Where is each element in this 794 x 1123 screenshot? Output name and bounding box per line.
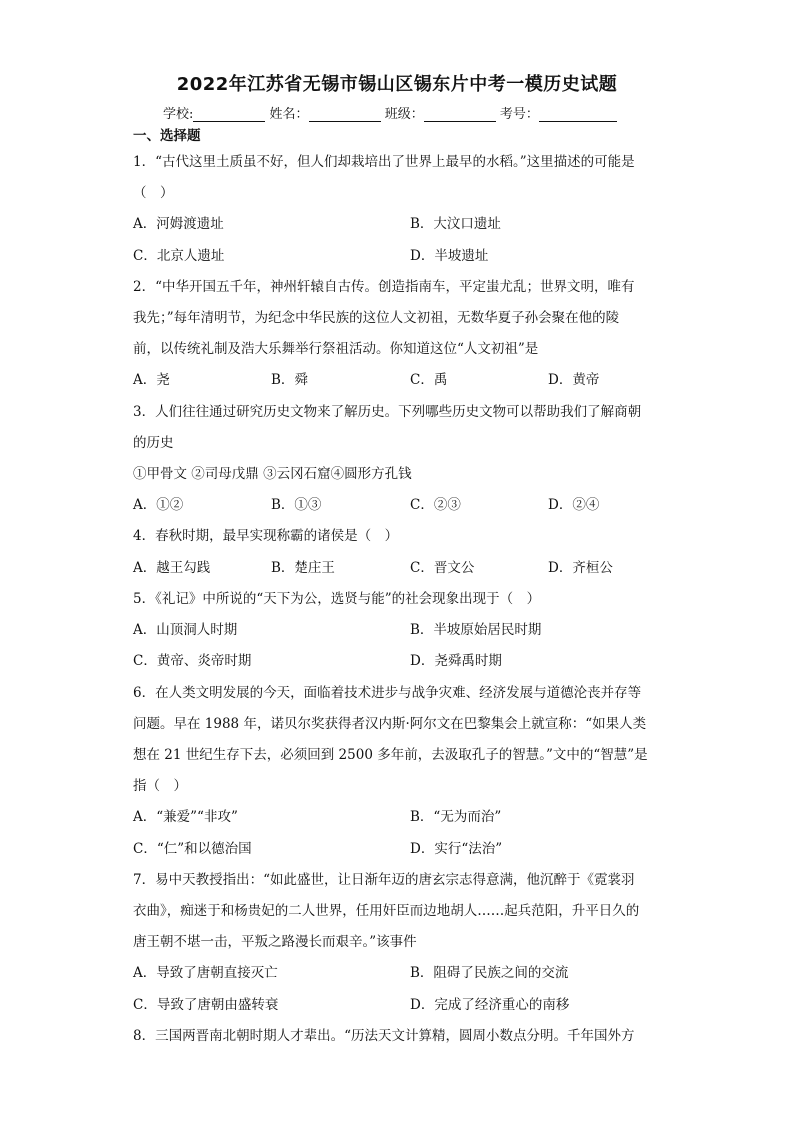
class-blank[interactable] xyxy=(424,107,496,122)
question-3-line-1: 3．人们往往通过研究历史文物来了解历史。下列哪些历史文物可以帮助我们了解商朝 xyxy=(133,404,642,420)
question-6-line-2: 问题。早在 1988 年，诺贝尔奖获得者汉内斯·阿尔文在巴黎集会上就宣称：“如果人类 xyxy=(133,716,647,732)
question-2-line-1: 2．“中华开国五千年，神州轩辕自古传。创造指南车，平定蚩尤乱；世界文明，唯有 xyxy=(133,279,635,295)
q2-option-c: C．禹 xyxy=(410,372,448,388)
q4-option-b: B．楚庄王 xyxy=(271,560,335,576)
school-label: 学校: xyxy=(163,107,194,122)
q1-option-a: A．河姆渡遗址 xyxy=(133,216,224,232)
q5-option-a: A．山顶洞人时期 xyxy=(133,622,238,638)
question-6-line-4: 指（ ） xyxy=(133,778,187,794)
q7-option-b: B．阻碍了民族之间的交流 xyxy=(410,965,569,981)
q4-option-d: D．齐桓公 xyxy=(548,560,613,576)
q6-option-b: B．“无为而治” xyxy=(410,809,502,825)
question-6-line-1: 6．在人类文明发展的今天，面临着技术进步与战争灾难、经济发展与道德沦丧并存等 xyxy=(133,685,642,701)
question-2-line-3: 前，以传统礼制及浩大乐舞举行祭祖活动。你知道这位“人文初祖”是 xyxy=(133,341,539,357)
question-7-line-2: 衣曲》，痴迷于和杨贵妃的二人世界，任用奸臣而边地胡人……起兵范阳，升平日久的 xyxy=(133,903,640,919)
name-label: 姓名： xyxy=(269,107,309,122)
q3-option-d: D．②④ xyxy=(548,497,600,513)
q6-option-a: A．“兼爱”“非攻” xyxy=(133,809,238,825)
q3-option-c: C．②③ xyxy=(410,497,461,513)
q5-option-d: D．尧舜禹时期 xyxy=(410,653,502,669)
question-8-line-1: 8．三国两晋南北朝时期人才辈出。“历法天文计算精，圆周小数点分明。千年国外方 xyxy=(133,1028,635,1044)
question-1-line-2: （ ） xyxy=(133,185,174,201)
exam-number-blank[interactable] xyxy=(539,107,617,122)
q6-option-c: C．“仁”和以德治国 xyxy=(133,841,252,857)
q7-option-c: C．导致了唐朝由盛转衰 xyxy=(133,997,279,1013)
question-3-line-2: 的历史 xyxy=(133,435,174,451)
q1-option-d: D．半坡遗址 xyxy=(410,248,489,264)
question-5-line-1: 5．《礼记》中所说的“天下为公，选贤与能”的社会现象出现于（ ） xyxy=(133,591,541,607)
q1-option-b: B．大汶口遗址 xyxy=(410,216,501,232)
q6-option-d: D．实行“法治” xyxy=(410,841,503,857)
class-label: 班级： xyxy=(384,107,424,122)
section-heading: 一、选择题 xyxy=(133,128,201,144)
q2-option-d: D．黄帝 xyxy=(548,372,600,388)
school-blank[interactable] xyxy=(193,107,265,122)
question-2-line-2: 我先；”每年清明节，为纪念中华民族的这位人文初祖，无数华夏子孙会聚在他的陵 xyxy=(133,310,620,326)
q2-option-b: B．舜 xyxy=(271,372,308,388)
q4-option-a: A．越王勾践 xyxy=(133,560,211,576)
question-7-line-3: 唐王朝不堪一击，平叛之路漫长而艰辛。”该事件 xyxy=(133,934,417,950)
student-info-row xyxy=(163,103,617,122)
question-1-line-1: 1．“古代这里土质虽不好，但人们却栽培出了世界上最早的水稻。”这里描述的可能是 xyxy=(133,154,635,170)
q5-option-c: C．黄帝、炎帝时期 xyxy=(133,653,252,669)
question-6-line-3: 想在 21 世纪生存下去，必须回到 2500 多年前，去汲取孔子的智慧。”文中的“智慧”是 xyxy=(133,747,648,763)
name-blank[interactable] xyxy=(309,107,381,122)
q2-option-a: A．尧 xyxy=(133,372,170,388)
q7-option-d: D．完成了经济重心的南移 xyxy=(410,997,570,1013)
q3-option-a: A．①② xyxy=(133,497,184,513)
q7-option-a: A．导致了唐朝直接灭亡 xyxy=(133,965,278,981)
q1-option-c: C．北京人遗址 xyxy=(133,248,225,264)
q5-option-b: B．半坡原始居民时期 xyxy=(410,622,542,638)
exam-number-label: 考号： xyxy=(499,107,539,122)
exam-title: 2022年江苏省无锡市锡山区锡东片中考一模历史试题 xyxy=(176,74,618,95)
question-4-line-1: 4．春秋时期，最早实现称霸的诸侯是（ ） xyxy=(133,528,399,544)
q4-option-c: C．晋文公 xyxy=(410,560,475,576)
q3-option-b: B．①③ xyxy=(271,497,322,513)
question-7-line-1: 7．易中天教授指出：“如此盛世，让日渐年迈的唐玄宗志得意满，他沉醉于《霓裳羽 xyxy=(133,872,635,888)
question-3-line-3: ①甲骨文 ②司母戊鼎 ③云冈石窟④圆形方孔钱 xyxy=(133,466,412,482)
